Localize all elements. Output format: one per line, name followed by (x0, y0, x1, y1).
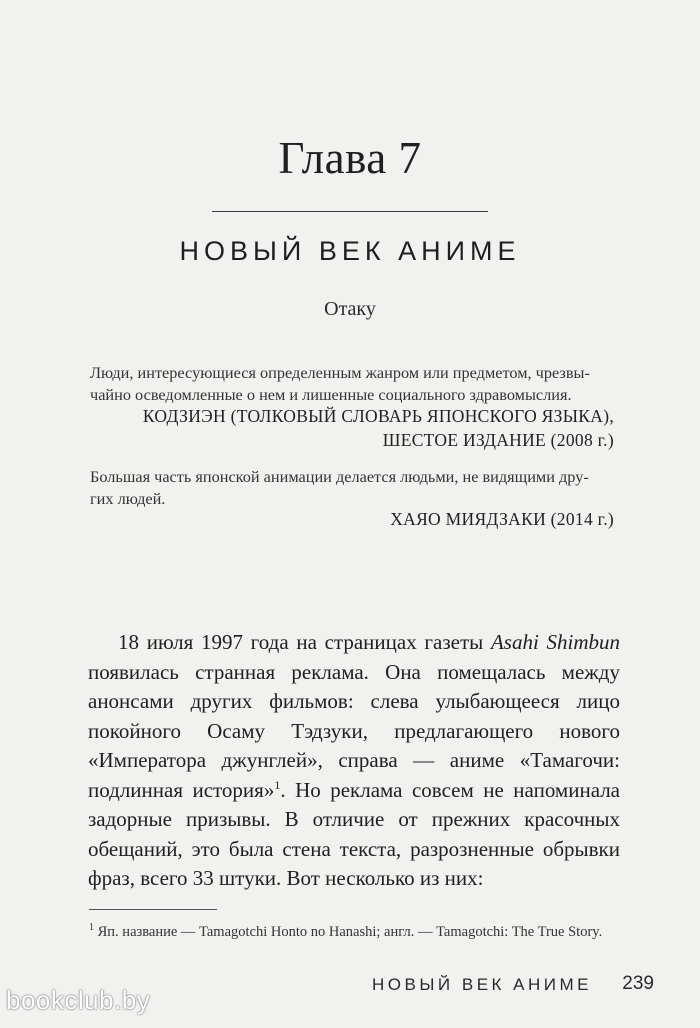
footnote-reference: 1 (274, 777, 281, 792)
body-run: появилась странная реклама. Она помещалась между анонсами других фильмов: слева улыбающееся лицо покойного Осаму Тэдзуки, предлагающего нового «Императора джунглей», справа — аниме «Тамагочи: подлинная история» (88, 659, 620, 802)
chapter-subtitle: Отаку (324, 298, 376, 320)
attribution-line: ХАЯО МИЯДЗАКИ (2014 г.) (390, 509, 614, 529)
chapter-title: НОВЫЙ ВЕК АНИМЕ (179, 236, 521, 266)
footnote-rule (89, 909, 217, 910)
epigraph-2-attribution (390, 507, 614, 531)
watermark: bookclub.by (6, 985, 151, 1015)
body-run: 18 июля 1997 года на страницах газеты (118, 630, 491, 654)
epigraph-2-text (90, 466, 618, 510)
body-paragraph (88, 628, 620, 894)
page-number: 239 (622, 973, 654, 994)
epigraph-line: Большая часть японской анимации делается людьми, не видящими дру- (90, 467, 589, 486)
epigraph-1-text (90, 362, 618, 406)
body-run: . Но реклама совсем не напоминала задорные призывы. В отличие от прежних красочных обещаний, это была стена текста, разрозненные обрывки фраз, всего 33 штуки. Вот несколько из них: (88, 777, 620, 890)
title-rule (212, 211, 488, 212)
footnote-text: Яп. название — Tamagotchi Honto no Hanashi; англ. — Tamagotchi: The True Story. (94, 923, 603, 940)
epigraph-line: чайно осведомленные о нем и лишенные социального здравомыслия. (90, 385, 572, 404)
epigraph-line: Люди, интересующиеся определенным жанром или предметом, чрезвы- (90, 363, 590, 382)
attribution-line: ШЕСТОЕ ИЗДАНИЕ (2008 г.) (382, 430, 614, 450)
footnote-marker: 1 (89, 922, 94, 933)
footnote (89, 916, 619, 944)
newspaper-title: Asahi Shimbun (490, 630, 620, 654)
body-text (88, 628, 620, 894)
chapter-number: Глава 7 (278, 133, 422, 183)
epigraph-1-attribution (143, 404, 614, 452)
running-head: НОВЫЙ ВЕК АНИМЕ (372, 975, 592, 994)
attribution-line: КОДЗИЭН (ТОЛКОВЫЙ СЛОВАРЬ ЯПОНСКОГО ЯЗЫКА), (142, 406, 614, 426)
epigraph-line: гих людей. (90, 489, 166, 508)
